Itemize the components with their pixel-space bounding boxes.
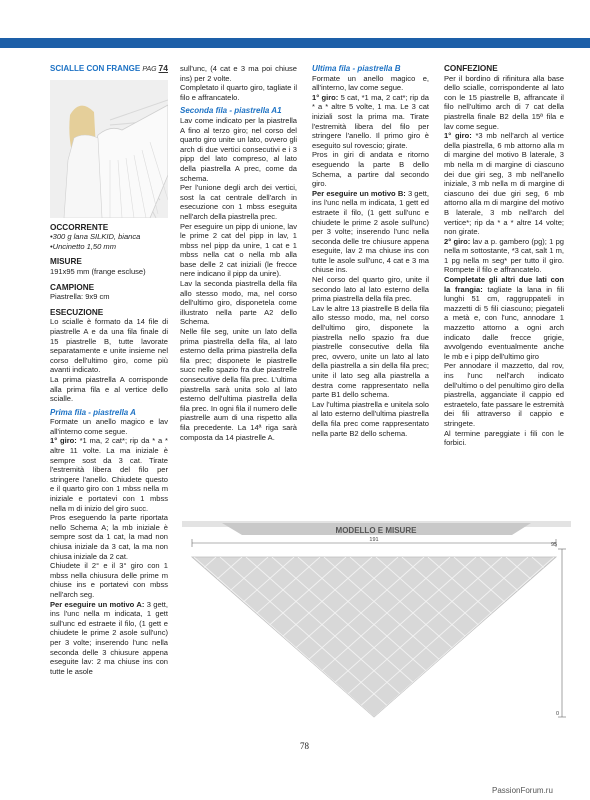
giro1-label: 1° giro: (312, 92, 339, 102)
seconda-fila-heading: Seconda fila - piastrella A1 (180, 106, 282, 116)
motivo-a-text: 3 gett, ins l'unc nella m indicata, 1 gett sull'unc ed estraete il filo, (1 gett e chiudete le prime 2 asole sull'unc) per 3 volte; inserendo l'unc nella seconda delle 3 chiusure appena eseguite lav: 2 ma chiuse ins con tutte le asole (50, 599, 168, 676)
paragraph: Nel corso del quarto giro, unite il secondo lato al lato esterno della prima piastrella della fila prec. (312, 275, 429, 304)
esecuzione-heading: ESECUZIONE (50, 307, 104, 317)
diagram-title: MODELLO E MISURE (335, 526, 417, 535)
misure-heading: MISURE (50, 257, 82, 267)
giro1-paragraph (312, 93, 429, 151)
campione-heading: CAMPIONE (50, 282, 95, 292)
footer-watermark: PassionForum.ru (492, 786, 553, 795)
giro2-paragraph (444, 237, 564, 275)
giro2-label: 2° giro: (444, 236, 471, 246)
giro1-label: 1° giro: (50, 436, 77, 446)
giro2-text: lav a p. gambero (pg); 1 pg nella m sottostante, *3 cat, salt 1 m, 1 pg nella m seg* per tutto il giro. Rompete il filo e affrancatelo. (444, 236, 564, 275)
giro1-paragraph (50, 436, 168, 513)
model-diagram (182, 517, 571, 739)
giro1-text: *3 mb nell'arch al vertice della piastrella, 6 mb attorno alla m di margine del motivo B laterale, 3 mb nella m di margine di ciascuno dei due giri seg, 3 mb nell'anello iniziale, 3 mb nella m di margine di ciascuno dei due giri seg, 6 mb attorno alla m di margine del motivo B laterale, 3 mb nell'arch del vertice*; rip da * a * altre 14 volte; non girate. (444, 131, 564, 237)
confezione-heading: CONFEZIONE (444, 64, 498, 73)
article-title: SCIALLE CON FRANGE (50, 64, 141, 73)
paragraph: Lav l'ultima piastrella e unitela solo al lato esterno dell'ultima piastrella della fila prec come rappresentato nella parte B2 dello schema. (312, 399, 429, 438)
motivo-a-paragraph (50, 600, 168, 677)
frangia-text: tagliate la lana in fili lunghi 51 cm, raggruppateli in mazzetti di 5 fili ciascuno; piegateli a metà e, con l'unc, annodare 1 mazzetto attorno a ogni arch indicato dalle frecce grigie, avvolgendo eventualmente anche le mb e i pipp dell'ultimo giro (444, 284, 564, 361)
header-bar (0, 0, 590, 56)
occorrente-item: •300 g lana SILKID, bianca (50, 232, 141, 242)
campione-text: Piastrella: 9x9 cm (50, 292, 110, 302)
paragraph: Lav la seconda piastrella della fila allo stesso modo, ma, nel corso dell'ultimo giro, disponetela come illustrato nella parte A2 dello Schema. (180, 279, 297, 327)
article-title-row (50, 64, 168, 75)
zero-label: 0 (556, 711, 560, 717)
giro1-text: 5 cat, *1 ma, 2 cat*; rip da * a * altre 5 volte, 1 ma. Le 3 cat iniziali sost la prima ma. Tirate l'estremità libera del filo per stringere l'anello. Il primo giro è eseguito sul rovescio; girate. (312, 92, 429, 150)
model-photo-illustration (50, 80, 168, 218)
esecuzione-paragraph: Lo scialle è formato da 14 file di piastrelle A e da una fila finale di 15 piastrelle B, tutte lavorate separatamente e unite insieme nel corso dell'ultimo giro, come più avanti indicato. (50, 317, 168, 375)
giro1-text: *1 ma, 2 cat*; rip da * a * altre 11 volte. La ma iniziale è sempre sost da 3 cat. Tirate l'estremità libera del filo per stringere l'anello. Chiudete questo e il quarto giro con 1 mbss nella m iniziale e portatevi con 1 mbss nella m di inizio del giro succ. (50, 436, 168, 513)
column-1 (50, 64, 168, 676)
paragraph: Per il bordino di rifinitura alla base dello scialle, corrispondente al lato con le 15 piastrelle B, affrancate il filo nell'ultimo arch di 7 cat della piastrella finale B2 della 15ª fila e lav come segue. (444, 73, 564, 131)
width-label: 191 (369, 537, 379, 543)
paragraph: Per annodare il mazzetto, dal rov, ins l'unc nell'arch indicato dell'ultimo o del penultimo giro della piastrella, agganciate il cappio ed estraetelo, fate passare le estremità dei fili attraverso il cappio e stringete. (444, 361, 564, 428)
paragraph: sull'unc, (4 cat e 3 ma poi chiuse ins) per 2 volte. (180, 64, 297, 83)
paragraph: Per eseguire un pipp di unione, lav le prime 2 cat del pipp in lav, 1 mbss nel pipp da unire, 1 cat e 1 mbss nella cat o nella mb alla base delle 2 cat iniziali (le frecce nere indicano il pipp da unire). (180, 221, 297, 279)
page-reference-prefix: PAG (142, 66, 157, 73)
paragraph: Formate un anello magico e, all'interno, lav come segue. (312, 73, 429, 93)
prima-fila-paragraph: Formate un anello magico e lav all'interno come segue. (50, 417, 168, 436)
paragraph: Nelle file seg, unite un lato della prima piastrella della fila, al lato esterno della prima piastrella della fila prec; disponete le piastrelle succ nello spazio fra due piastrelle consecutive della fila prec. L'ultima piastrella sarà unita solo al lato esterno dell'ultima piastrella della fila prec. In ogni fila il numero delle piastrelle aum di una rispetto alla fila precedente. La 14ª riga sarà composta da 14 piastrelle A. (180, 327, 297, 442)
ultima-fila-heading: Ultima fila - piastrella B (312, 64, 401, 73)
paragraph: Per l'unione degli arch dei vertici, sost la cat centrale dell'arch in esecuzione con 1 mbss eseguita nell'arch della piastrella prec. (180, 183, 297, 221)
frangia-label: Completate gli altri due lati con la frangia: (444, 275, 564, 294)
esecuzione-paragraph: La prima piastrella A corrisponde alla prima fila e al vertice dello scialle. (50, 374, 168, 404)
misure-text: 191x95 mm (frange escluse) (50, 266, 146, 276)
page-reference (142, 64, 168, 75)
prima-fila-paragraph: Pros eseguendo la parte riportata nello Schema A; la mb iniziale è sempre sost da 1 cat, la mad non chiusa iniziale da 3 cat, la ma non chiusa iniziale da 2 cat. (50, 513, 168, 561)
page-reference-number: 74 (158, 64, 168, 73)
giro1-paragraph (444, 131, 564, 237)
model-photo (50, 80, 168, 218)
paragraph: Lav le altre 13 piastrelle B della fila allo stesso modo, ma, nel corso dell'ultimo giro, disponete la piastrella nello spazio fra due piastrelle consecutive della fila prec, ovvero, unite un lato al lato della piastrella a sin della fila prec; unite il lato seg alla piastrella a destra come rappresentato nella parte B1 dello schema. (312, 303, 429, 400)
occorrente-item: •Uncinetto 1,50 mm (50, 241, 116, 251)
prima-fila-heading: Prima fila - piastrella A (50, 407, 136, 417)
motivo-b-text: 3 gett, ins l'unc nella m indicata, 1 gett ed estraete il filo, (1 gett sull'unc e chiudete le prime 2 asole sull'unc) per 3 volte; inserendo l'unc nella seconda delle tre chiusure appena eseguite, lav 2 ma chiuse ins con tutte le asole sull'unc, 4 cat e 3 ma chiuse ins. (312, 188, 429, 275)
paragraph: Completato il quarto giro, tagliate il filo e affrancatelo. (180, 83, 297, 102)
paragraph: Pros in giri di andata e ritorno eseguendo la parte B dello Schema, a partire dal secondo giro. (312, 150, 429, 189)
header-band (0, 38, 590, 48)
paragraph: Al termine pareggiate i fili con le forbici. (444, 428, 564, 448)
motivo-a-label: Per eseguire un motivo A: (50, 599, 145, 609)
page-number: 78 (300, 741, 309, 751)
paragraph: Lav come indicato per la piastrella A fino al terzo giro; nel corso del quarto giro unite un lato, ovvero gli arch di due vertici consecutivi e i 3 pipp del lato compreso, al lato della piastrella A prec, come da schema. (180, 115, 297, 183)
prima-fila-paragraph: Chiudete il 2° e il 3° giro con 1 mbss nella chiusura delle prime m chiuse ins e portatevi con mbss nell'arch seg. (50, 561, 168, 599)
motivo-b-label: Per eseguire un motivo B: (312, 188, 406, 198)
height-label: 95 (551, 542, 558, 548)
model-diagram-svg (182, 517, 571, 739)
occorrente-heading: OCCORRENTE (50, 222, 109, 232)
frangia-paragraph (444, 275, 564, 361)
column-3 (312, 64, 429, 438)
column-4 (444, 64, 564, 448)
giro1-label: 1° giro: (444, 131, 472, 141)
column-2 (180, 64, 297, 442)
motivo-b-paragraph (312, 189, 429, 275)
